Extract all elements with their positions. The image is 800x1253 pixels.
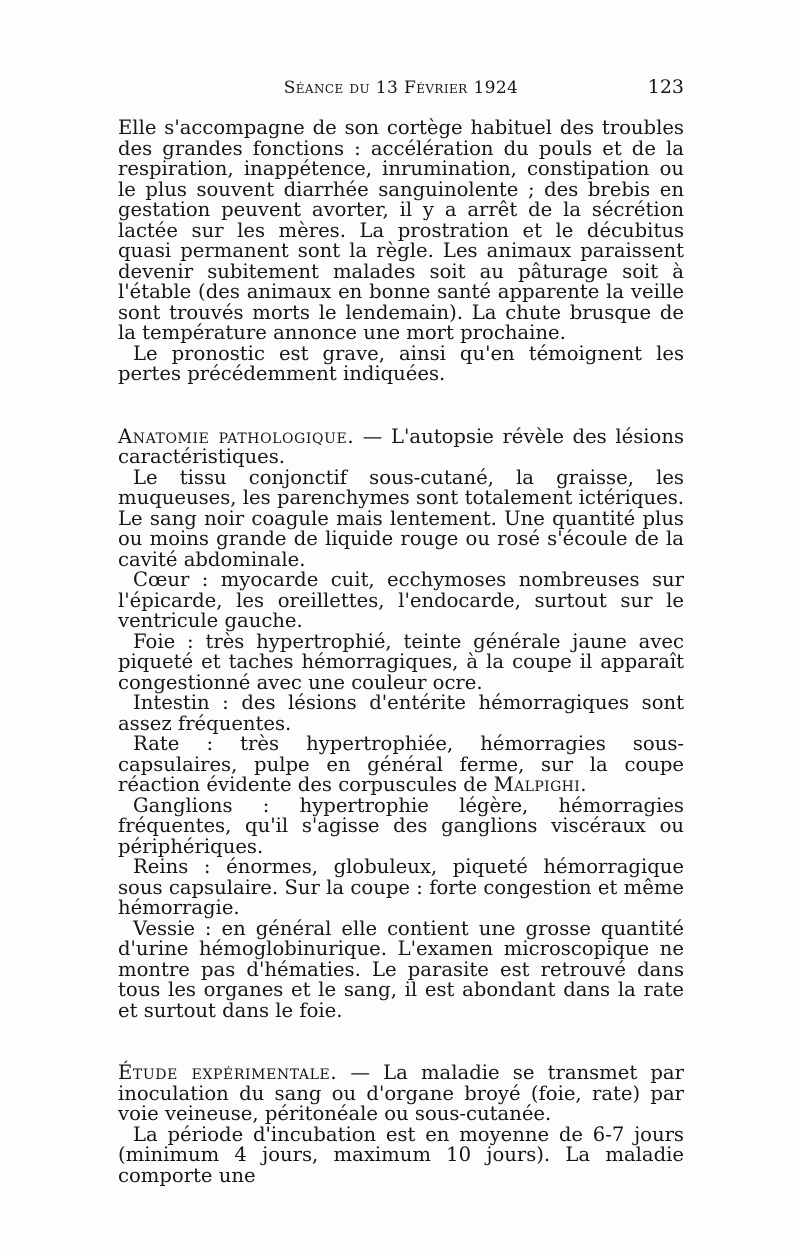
rate-text-end: . [580,773,587,796]
paragraph-rate [118,734,684,796]
section-heading-etude: Étude expérimentale. [118,1061,338,1084]
paragraph-tissu: Le tissu conjonctif sous-cutané, la graisse, les muqueuses, les parenchymes sont totalement ictériques. Le sang noir coagule mais lentement. Une quantité plus ou moins grande de liquide rouge ou rosé s'écoule de la cavité abdominale. [118,465,684,571]
paragraph-prognosis: Le pronostic est grave, ainsi qu'en témoignent les pertes précédemment indiquées. [118,341,684,385]
paragraph-incubation: La période d'incubation est en moyenne de 6-7 jours (minimum 4 jours, maximum 10 jours). La maladie comporte une [118,1122,684,1187]
paragraph-ganglions: Ganglions : hypertrophie légère, hémorragies fréquentes, qu'il s'agisse des ganglions viscéraux ou périphériques. [118,793,684,858]
author-name-malpighi: Malpighi [493,773,581,796]
section-heading-anatomie: Anatomie pathologique. [118,424,355,448]
paragraph-foie: Foie : très hypertrophié, teinte générale jaune avec piqueté et taches hémorragiques, à la coupe il apparaît congestionné avec une couleur ocre. [118,629,684,694]
section-intro-anatomie [118,424,685,468]
running-head: Séance du 13 Février 1924 [283,78,519,98]
paragraph-vessie: Vessie : en général elle contient une grosse quantité d'urine hémoglobinurique. L'examen microscopique ne montre pas d'hématies. Le parasite est retrouvé dans tous les organes et le sang, il est abondant dans la rate et surtout dans le foie. [118,916,684,1022]
paragraph-symptoms: Elle s'accompagne de son cortège habituel des troubles des grandes fonctions : accélération du pouls et de la respiration, inappétence, inrumination, constipation ou le plus souvent diarrhée sanguinolente ; des brebis en gestation peuvent avorter, il y a arrêt de la sécrétion lactée sur les mères. La prostration et le décubitus quasi permanent sont la règle. Les animaux paraissent devenir subitement malades soit au pâturage soit à l'étable (des animaux en bonne santé apparente la veille sont trouvés morts le lendemain). La chute brusque de la température annonce une mort prochaine. [118,116,684,344]
section-lead-anatomie: — L'autopsie révèle des lésions caractéristiques. [118,424,685,468]
page-number: 123 [647,76,684,98]
section-intro-etude [118,1063,684,1125]
section-lead-etude: — La maladie se transmet par inoculation du sang ou d'organe broyé (foie, rate) par voie veineuse, péritonéale ou sous-cutanée. [118,1061,684,1125]
paragraph-intestin: Intestin : des lésions d'entérite hémorragiques sont assez fréquentes. [118,691,684,735]
page-header [118,78,684,104]
rate-text: Rate : très hypertrophiée, hémorragies sous-capsulaires, pulpe en général ferme, sur la coupe réaction évidente des corpuscules de [118,732,684,796]
section-anatomie-pathologique [118,424,685,1022]
paragraph-reins: Reins : énormes, globuleux, piqueté hémorragique sous capsulaire. Sur la coupe : forte congestion et même hémorragie. [118,855,684,919]
paragraph-coeur: Cœur : myocarde cuit, ecchymoses nombreuses sur l'épicarde, les oreillettes, l'endocarde, surtout sur le ventricule gauche. [118,568,684,632]
document-body [118,118,684,1186]
section-etude-experimentale [118,1063,684,1186]
